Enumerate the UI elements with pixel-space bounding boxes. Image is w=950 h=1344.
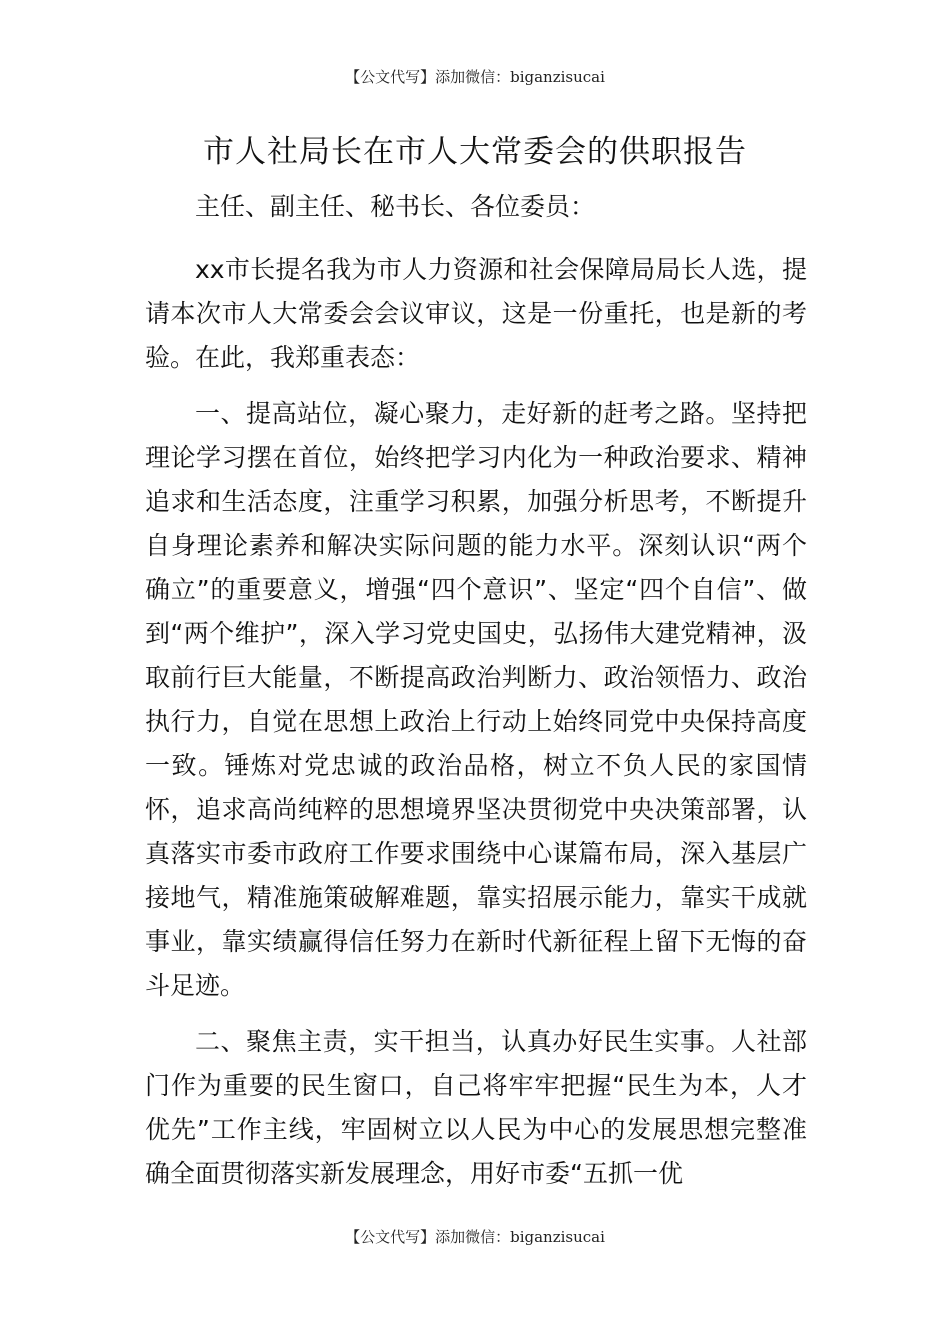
footer-watermark: 【公文代写】添加微信：biganzisucai: [345, 1228, 605, 1246]
section-2-paragraph: 二、聚焦主责，实干担当，认真办好民生实事。人社部门作为重要的民生窗口，自己将牢牢把握“民生为本，人才优先”工作主线，牢固树立以人民为中心的发展思想完整准确全面贯彻落实新发展理念，用好市委“五抓一优: [145, 1027, 807, 1188]
header-watermark: 【公文代写】添加微信：biganzisucai: [345, 68, 605, 86]
document-title: 市人社局长在市人大常委会的供职报告: [203, 134, 747, 170]
salutation-paragraph: 主任、副主任、秘书长、各位委员：: [195, 192, 596, 221]
section-1-paragraph: 一、提高站位，凝心聚力，走好新的赶考之路。坚持把理论学习摆在首位，始终把学习内化为一种政治要求、精神追求和生活态度，注重学习积累，加强分析思考，不断提升自身理论素养和解决实际问题的能力水平。深刻认识“两个确立”的重要意义，增强“四个意识”、坚定“四个自信”、做到“两个维护”，深入学习党史国史，弘扬伟大建党精神，汲取前行巨大能量，不断提高政治判断力、政治领悟力、政治执行力，自觉在思想上政治上行动上始终同党中央保持高度一致。锤炼对党忠诚的政治品格，树立不负人民的家国情怀，追求高尚纯粹的思想境界坚决贯彻党中央决策部署，认真落实市委市政府工作要求围绕中心谋篇布局，深入基层广接地气，精准施策破解难题，靠实招展示能力，靠实干成就事业，靠实绩赢得信任努力在新时代新征程上留下无悔的奋斗足迹。: [145, 399, 807, 1000]
document-body: [145, 185, 807, 1196]
intro-paragraph: xx市长提名我为市人力资源和社会保障局局长人选，提请本次市人大常委会会议审议，这是一份重托，也是新的考验。在此，我郑重表态：: [145, 255, 807, 372]
